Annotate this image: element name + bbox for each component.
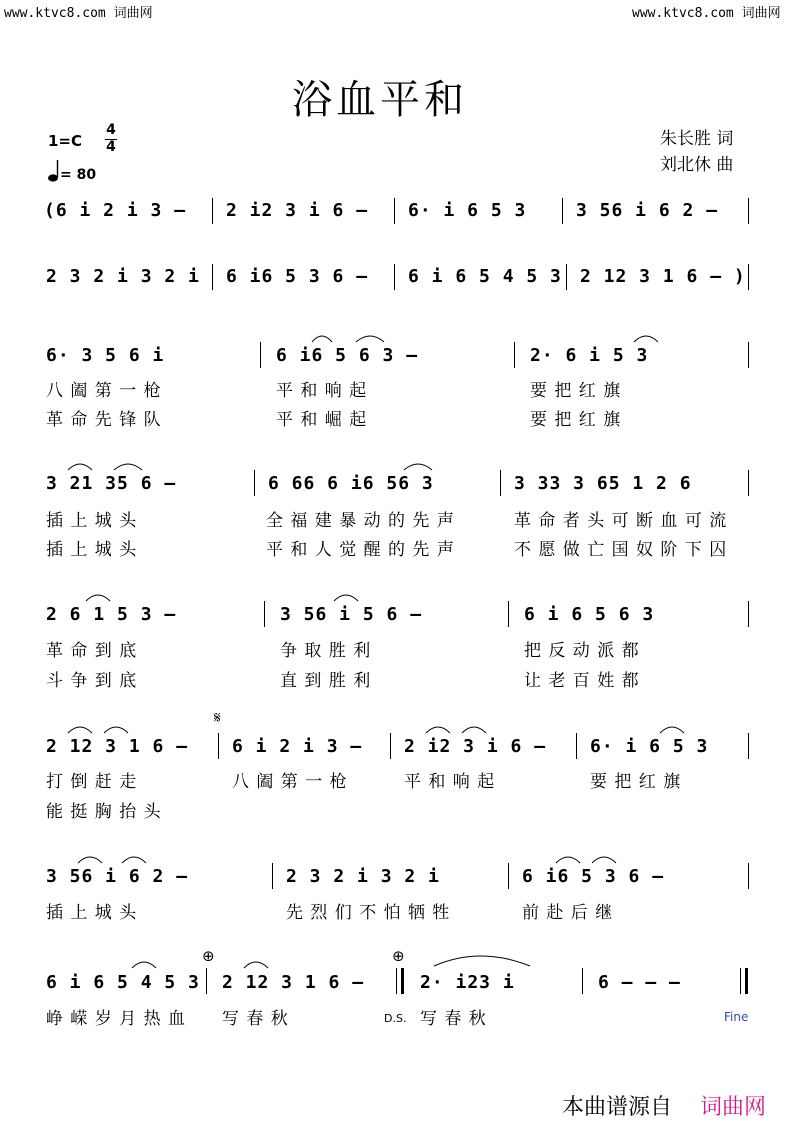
system2-measure1: 2 3 2 i 3 2 i	[46, 266, 200, 287]
system1-measure1: (6 i 2 i 3 –	[44, 200, 187, 221]
watermark-right: www.ktvc8.com 词曲网	[632, 6, 781, 21]
system4-measure3: 3 33 3 65 1 2 6	[514, 473, 692, 494]
system5-measure3: 6 i 6 5 6 3	[524, 604, 655, 625]
coda-sign: ⊕	[202, 947, 215, 965]
barline	[582, 968, 583, 994]
system3-measure3: 2· 6 i 5 3	[530, 345, 649, 366]
system3-lyrics2-m3: 要 把 红 旗	[530, 410, 622, 430]
time-signature-top: 4	[106, 122, 116, 138]
system7-lyrics1-m2: 先 烈 们 不 怕 牺 牲	[286, 903, 451, 923]
system6-measure1: 2 12 3 1 6 –	[46, 736, 189, 757]
barline	[254, 470, 255, 496]
barline	[748, 198, 749, 224]
system7-lyrics1-m3: 前 赴 后 继	[522, 903, 614, 923]
system7-measure2: 2 3 2 i 3 2 i	[286, 866, 440, 887]
ds-marking: D.S.	[384, 1012, 407, 1025]
barline	[748, 733, 749, 759]
barline	[514, 342, 515, 368]
system6-lyrics1-m4: 要 把 红 旗	[590, 772, 682, 792]
system6-lyrics1-m3: 平 和 响 起	[404, 772, 496, 792]
system3-measure1: 6· 3 5 6 i	[46, 345, 165, 366]
system1-measure3: 6· i 6 5 3	[408, 200, 527, 221]
system8-lyrics1-m1: 峥 嵘 岁 月 热 血	[46, 1009, 187, 1029]
watermark-left: www.ktvc8.com 词曲网	[4, 6, 153, 21]
system4-measure1: 3 21 35 6 –	[46, 473, 177, 494]
system4-lyrics2-m1: 插 上 城 头	[46, 540, 138, 560]
system6-measure4: 6· i 6 5 3	[590, 736, 709, 757]
barline	[566, 264, 567, 290]
system2-measure3: 6 i 6 5 4 5 3	[408, 266, 562, 287]
system2-measure4: 2 12 3 1 6 – )	[580, 266, 746, 287]
barline	[576, 733, 577, 759]
system8-measure3: 2· i23 i	[420, 972, 515, 993]
system5-lyrics1-m1: 革 命 到 底	[46, 641, 138, 661]
system8-measure1: 6 i 6 5 4 5 3	[46, 972, 200, 993]
barline	[508, 601, 509, 627]
system1-measure4: 3 56 i 6 2 –	[576, 200, 719, 221]
system2-measure2: 6 i6 5 3 6 –	[226, 266, 369, 287]
barline	[562, 198, 563, 224]
tempo-marking: = 80	[60, 167, 97, 183]
source-site-link[interactable]: 词曲网	[700, 1095, 767, 1120]
system4-lyrics1-m3: 革 命 者 头 可 断 血 可 流	[514, 511, 728, 531]
system4-measure2: 6 66 6 i6 56 3	[268, 473, 434, 494]
barline-thick	[401, 968, 404, 994]
system7-measure1: 3 56 i 6 2 –	[46, 866, 189, 887]
fine-marking: Fine	[724, 1010, 749, 1024]
final-barline	[745, 968, 748, 994]
time-signature-bottom: 4	[106, 139, 116, 155]
system3-measure2: 6 i6 5 6 3 –	[276, 345, 419, 366]
system4-lyrics2-m2: 平 和 人 觉 醒 的 先 声	[266, 540, 455, 560]
segno-sign: 𝄋	[214, 708, 221, 727]
system4-lyrics1-m1: 插 上 城 头	[46, 511, 138, 531]
system8-lyrics1-m3: 写 春 秋	[420, 1009, 487, 1029]
barline	[748, 470, 749, 496]
barline	[264, 601, 265, 627]
system5-lyrics1-m3: 把 反 动 派 都	[524, 641, 640, 661]
barline	[212, 264, 213, 290]
barline	[212, 198, 213, 224]
source-label: 本曲谱源自	[562, 1095, 673, 1120]
barline	[394, 198, 395, 224]
system5-lyrics2-m3: 让 老 百 姓 都	[524, 671, 640, 691]
barline	[748, 863, 749, 889]
barline	[260, 342, 261, 368]
system6-lyrics1-m1: 打 倒 赶 走	[46, 772, 138, 792]
system6-measure2: 6 i 2 i 3 –	[232, 736, 363, 757]
barline	[396, 968, 397, 994]
barline	[390, 733, 391, 759]
system5-lyrics1-m2: 争 取 胜 利	[280, 641, 372, 661]
system6-measure3: 2 i2 3 i 6 –	[404, 736, 547, 757]
barline	[218, 733, 219, 759]
system4-lyrics2-m3: 不 愿 做 亡 国 奴 阶 下 囚	[514, 540, 728, 560]
system8-measure4: 6 – – –	[598, 972, 681, 993]
system7-lyrics1-m1: 插 上 城 头	[46, 903, 138, 923]
system5-measure1: 2 6 1 5 3 –	[46, 604, 177, 625]
barline	[394, 264, 395, 290]
barline	[508, 863, 509, 889]
system3-lyrics1-m3: 要 把 红 旗	[530, 381, 622, 401]
system4-lyrics1-m2: 全 福 建 暴 动 的 先 声	[266, 511, 455, 531]
system7-measure3: 6 i6 5 3 6 –	[522, 866, 665, 887]
system8-lyrics1-m2: 写 春 秋	[222, 1009, 289, 1029]
composer-credit: 刘北休 曲	[660, 155, 734, 175]
barline	[206, 968, 207, 994]
coda-sign: ⊕	[392, 947, 405, 965]
barline	[272, 863, 273, 889]
system5-measure2: 3 56 i 5 6 –	[280, 604, 423, 625]
system3-lyrics1-m1: 八 阖 第 一 枪	[46, 381, 162, 401]
barline	[500, 470, 501, 496]
key-signature: 1=C	[48, 132, 83, 150]
barline	[740, 968, 741, 994]
lyricist-credit: 朱长胜 词	[660, 129, 734, 149]
barline	[748, 342, 749, 368]
system5-lyrics2-m2: 直 到 胜 利	[280, 671, 372, 691]
system6-lyrics2-m1: 能 挺 胸 抬 头	[46, 802, 162, 822]
barline	[748, 601, 749, 627]
page-title: 浴血平和	[292, 77, 468, 123]
system5-lyrics2-m1: 斗 争 到 底	[46, 671, 138, 691]
system3-lyrics1-m2: 平 和 响 起	[276, 381, 368, 401]
system3-lyrics2-m1: 革 命 先 锋 队	[46, 410, 162, 430]
system6-lyrics1-m2: 八 阖 第 一 枪	[232, 772, 348, 792]
system3-lyrics2-m2: 平 和 崛 起	[276, 410, 368, 430]
system8-measure2: 2 12 3 1 6 –	[222, 972, 365, 993]
system1-measure2: 2 i2 3 i 6 –	[226, 200, 369, 221]
barline	[748, 264, 749, 290]
